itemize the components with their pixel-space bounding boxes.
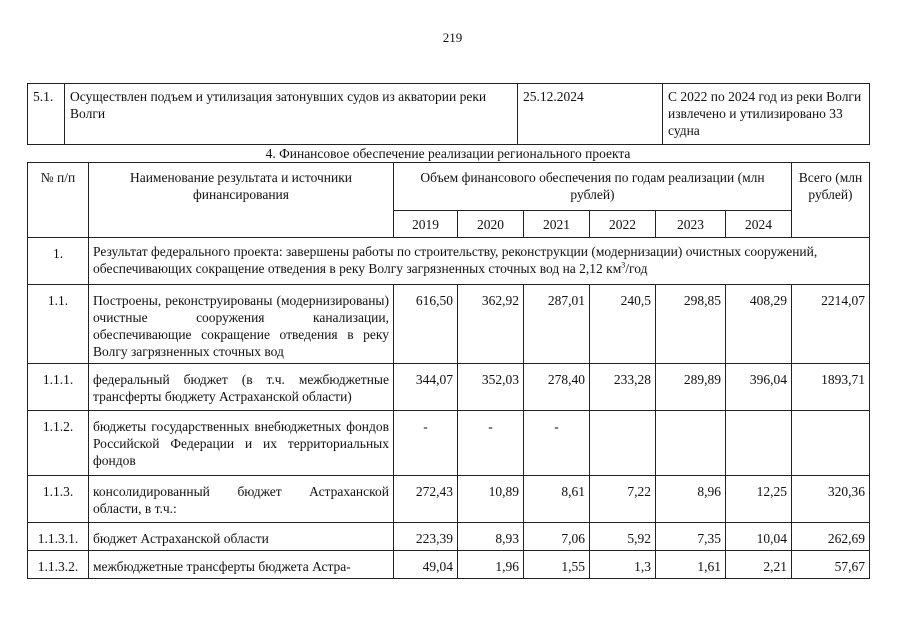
section-title: 4. Финансовое обеспечение реализации регионального проекта: [265, 146, 631, 161]
row-number: 1.1.3.2.: [28, 551, 89, 579]
header-name: Наименование результата и источники финансирования: [89, 163, 394, 238]
measure-result: С 2022 по 2024 год из реки Волги извлечено и утилизировано 33 судна: [663, 84, 870, 145]
row-value: 1,96: [458, 551, 524, 579]
row-value: [726, 411, 792, 476]
row-value: 352,03: [458, 364, 524, 411]
row-name: бюджеты государственных внебюджетных фондов Российской Федерации и их территориальных фондов: [89, 411, 394, 476]
row-total: 57,67: [792, 551, 870, 579]
federal-result-row: [28, 238, 870, 285]
header-year: 2022: [590, 211, 656, 238]
table-row: [28, 285, 870, 364]
row-value: 12,25: [726, 476, 792, 523]
finance-table: [27, 162, 870, 579]
row-value: 287,01: [524, 285, 590, 364]
row-value: 289,89: [656, 364, 726, 411]
row-value: 408,29: [726, 285, 792, 364]
row-number: 1.1.: [28, 285, 89, 364]
row-number: 1.1.1.: [28, 364, 89, 411]
row-value: 7,22: [590, 476, 656, 523]
row-total: [792, 411, 870, 476]
row-value: 240,5: [590, 285, 656, 364]
row-value: -: [394, 411, 458, 476]
row-value: 8,96: [656, 476, 726, 523]
table-row: [28, 523, 870, 551]
header-volume: Объем финансового обеспечения по годам реализации (млн рублей): [394, 163, 792, 211]
row-name: бюджет Астраханской области: [89, 523, 394, 551]
row-value: 272,43: [394, 476, 458, 523]
row-number: 1.1.3.: [28, 476, 89, 523]
row-value: 616,50: [394, 285, 458, 364]
row-number: 5.1.: [28, 84, 65, 145]
federal-result-text: Результат федерального проекта: завершены работы по строительству, реконструкции (модернизации) очистных сооружений, обеспечивающих сокращение отведения в реку Волгу загрязненных сточных вод на 2,12 $км^3$/год: [89, 238, 870, 285]
table-row: [28, 476, 870, 523]
header-year: 2024: [726, 211, 792, 238]
row-number: 1.1.2.: [28, 411, 89, 476]
row-value: 233,28: [590, 364, 656, 411]
header-total: Всего (млн рублей): [792, 163, 870, 238]
page-number: 219: [442, 30, 463, 45]
row-value: 10,89: [458, 476, 524, 523]
row-number: 1.1.3.1.: [28, 523, 89, 551]
table-row: [28, 364, 870, 411]
row-name: Построены, реконструированы (модернизированы) очистные сооружения канализации, обеспечивающие сокращение отведения в реку Волгу загрязненных сточных вод: [89, 285, 394, 364]
row-value: 1,55: [524, 551, 590, 579]
row-number: 1.: [28, 238, 89, 285]
measure-date: 25.12.2024: [518, 84, 663, 145]
row-total: 262,69: [792, 523, 870, 551]
row-total: 320,36: [792, 476, 870, 523]
row-name: межбюджетные трансферты бюджета Астра-: [89, 551, 394, 579]
row-value: 396,04: [726, 364, 792, 411]
row-name: консолидированный бюджет Астраханской области, в т.ч.:: [89, 476, 394, 523]
header-year: 2019: [394, 211, 458, 238]
row-value: 7,06: [524, 523, 590, 551]
row-value: 49,04: [394, 551, 458, 579]
table-row: [28, 551, 870, 579]
row-value: [590, 411, 656, 476]
row-value: 10,04: [726, 523, 792, 551]
table-row: [28, 411, 870, 476]
row-value: 2,21: [726, 551, 792, 579]
measure-text: Осуществлен подъем и утилизация затонувших судов из акватории реки Волги: [65, 84, 518, 145]
header-year: 2020: [458, 211, 524, 238]
row-value: 278,40: [524, 364, 590, 411]
row-value: -: [458, 411, 524, 476]
row-total: 1893,71: [792, 364, 870, 411]
row-value: [656, 411, 726, 476]
row-value: 298,85: [656, 285, 726, 364]
row-value: 362,92: [458, 285, 524, 364]
header-row: [28, 163, 870, 211]
row-value: 7,35: [656, 523, 726, 551]
measures-table: [27, 83, 870, 145]
row-value: 344,07: [394, 364, 458, 411]
row-value: 8,61: [524, 476, 590, 523]
row-value: 5,92: [590, 523, 656, 551]
header-number: № п/п: [28, 163, 89, 238]
row-value: 1,61: [656, 551, 726, 579]
header-year: 2021: [524, 211, 590, 238]
header-year: 2023: [656, 211, 726, 238]
row-total: 2214,07: [792, 285, 870, 364]
table-row: [28, 84, 870, 145]
row-value: 1,3: [590, 551, 656, 579]
row-value: -: [524, 411, 590, 476]
row-name: федеральный бюджет (в т.ч. межбюджетные трансферты бюджету Астраханской области): [89, 364, 394, 411]
row-value: 8,93: [458, 523, 524, 551]
row-value: 223,39: [394, 523, 458, 551]
